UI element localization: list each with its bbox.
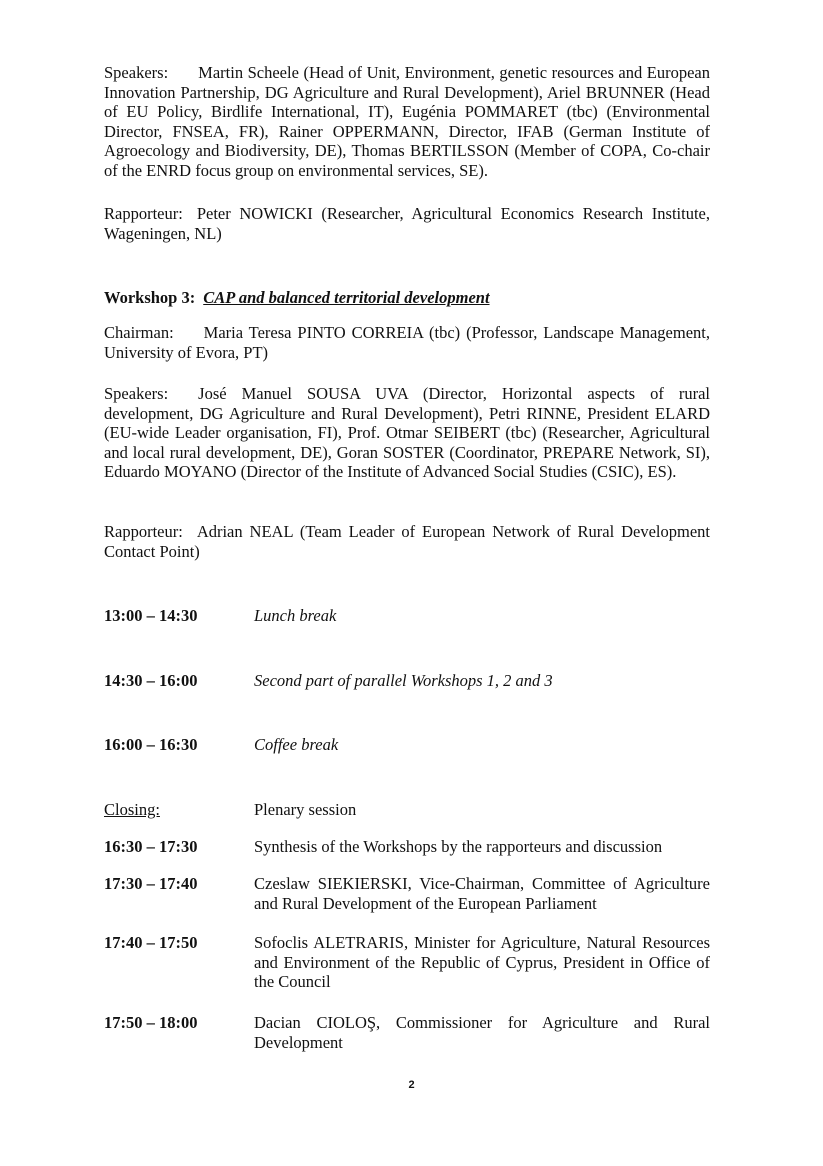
ws2-speakers-paragraph xyxy=(104,63,710,180)
ws3-speakers-text: José Manuel SOUSA UVA (Director, Horizontal aspects of rural development, DG Agriculture and Rural Development), Petri RINNE, President ELARD (EU-wide Leader organisation, FI), Prof. Otmar SEIBERT (tbc) (Researcher, Agricultural and local rural development, DE), Goran SOSTER (Coordinator, PREPARE Network, SI), Eduardo MOYANO (Director of the Institute of Advanced Social Studies (CSIC), ES). xyxy=(104,384,710,481)
schedule-time: 14:30 – 16:00 xyxy=(104,671,198,690)
ws3-speakers-paragraph xyxy=(104,384,710,482)
schedule-row-closing xyxy=(104,800,710,820)
schedule-desc: Coffee break xyxy=(254,735,339,754)
page-number: 2 xyxy=(408,1079,415,1091)
ws3-chairman-label: Chairman: xyxy=(104,323,174,342)
schedule-desc: Czeslaw SIEKIERSKI, Vice-Chairman, Committee of Agriculture and Rural Development of the European Parliament xyxy=(254,874,710,913)
schedule-time: 17:40 – 17:50 xyxy=(104,933,198,952)
schedule-time: 13:00 – 14:30 xyxy=(104,606,198,625)
closing-label-wrap xyxy=(104,800,254,820)
schedule-row-lunch xyxy=(104,606,710,626)
ws3-heading xyxy=(104,288,490,308)
schedule-row-siekierski xyxy=(104,874,710,913)
ws2-speakers-label: Speakers: xyxy=(104,63,169,82)
schedule-desc: Plenary session xyxy=(254,800,357,819)
ws3-heading-label: Workshop 3: xyxy=(104,288,196,307)
schedule-time: 16:30 – 17:30 xyxy=(104,837,198,856)
closing-label: Closing: xyxy=(104,800,160,819)
schedule-row-workshops-part2 xyxy=(104,671,710,691)
schedule-row-coffee xyxy=(104,735,710,755)
schedule-desc: Dacian CIOLOŞ, Commissioner for Agriculture and Rural Development xyxy=(254,1013,710,1052)
ws3-chairman-paragraph xyxy=(104,323,710,362)
ws2-rapporteur-text: Peter NOWICKI (Researcher, Agricultural Economics Research Institute, Wageningen, NL) xyxy=(104,204,710,243)
ws2-rapporteur-paragraph xyxy=(104,204,710,243)
ws3-speakers-label: Speakers: xyxy=(104,384,169,403)
ws3-chairman-text: Maria Teresa PINTO CORREIA (tbc) (Professor, Landscape Management, University of Evora, PT) xyxy=(104,323,710,362)
schedule-time: 17:30 – 17:40 xyxy=(104,874,198,893)
ws3-rapporteur-label: Rapporteur: xyxy=(104,522,183,541)
schedule-row-ciolos xyxy=(104,1013,710,1052)
schedule-time: 17:50 – 18:00 xyxy=(104,1013,198,1032)
schedule-row-aletraris xyxy=(104,933,710,992)
schedule-desc: Second part of parallel Workshops 1, 2 and 3 xyxy=(254,671,553,690)
ws2-speakers-text: Martin Scheele (Head of Unit, Environment, genetic resources and European Innovation Partnership, DG Agriculture and Rural Development), Ariel BRUNNER (Head of EU Policy, Birdlife International, IT), Eugénia POMMARET (tbc) (Environmental Director, FNSEA, FR), Rainer OPPERMANN, Director, IFAB (German Institute of Agroecology and Biodiversity, DE), Thomas BERTILSSON (Member of COPA, Co-chair of the ENRD focus group on environmental services, SE). xyxy=(104,63,710,180)
schedule-desc: Synthesis of the Workshops by the rapporteurs and discussion xyxy=(254,837,663,856)
ws3-rapporteur-paragraph xyxy=(104,522,710,561)
ws3-title: CAP and balanced territorial development xyxy=(203,288,490,307)
ws2-rapporteur-label: Rapporteur: xyxy=(104,204,183,223)
schedule-desc: Sofoclis ALETRARIS, Minister for Agriculture, Natural Resources and Environment of the Republic of Cyprus, President in Office of the Council xyxy=(254,933,710,991)
ws3-rapporteur-text: Adrian NEAL (Team Leader of European Network of Rural Development Contact Point) xyxy=(104,522,710,561)
schedule-desc: Lunch break xyxy=(254,606,337,625)
schedule-time: 16:00 – 16:30 xyxy=(104,735,198,754)
schedule-row-synthesis xyxy=(104,837,710,857)
